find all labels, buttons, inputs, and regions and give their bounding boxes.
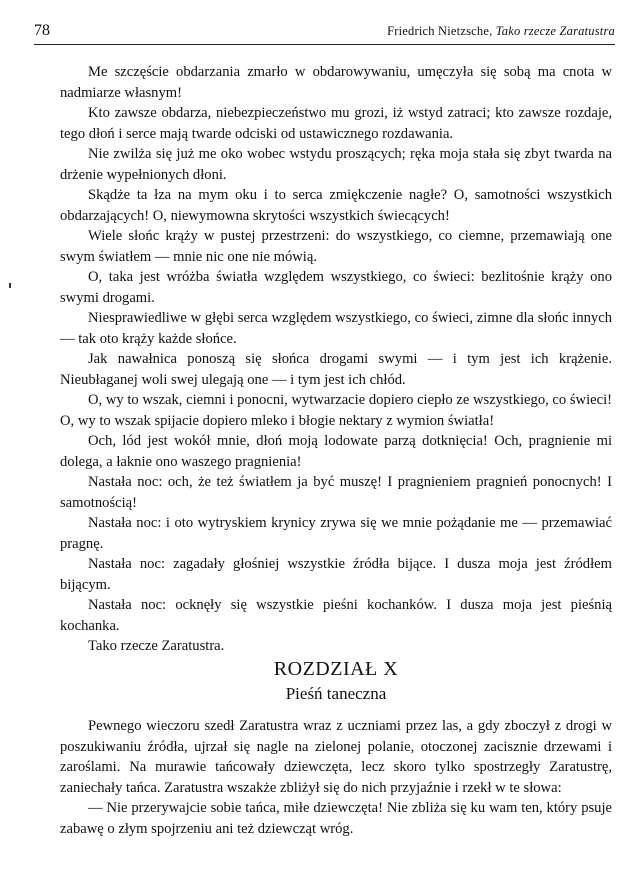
paragraph: O, taka jest wróżba światła względem wszystkiego, co świeci: bezlitośnie krąży ono swymi drogami. (60, 269, 612, 306)
header-rule (34, 44, 615, 45)
chapter-body-text (60, 716, 612, 839)
paragraph: Nie zwilża się już me oko wobec wstydu proszących; ręka moja stała się zbyt twarda na drżenie wypełnionych dłoni. (60, 146, 612, 183)
chapter-heading (60, 656, 612, 706)
page-header (34, 22, 615, 44)
closing-line: Tako rzecze Zaratustra. (88, 638, 225, 654)
paragraph: Pewnego wieczoru szedł Zaratustra wraz z uczniami przez las, a gdy zboczył z drogi w poszukiwaniu źródła, ujrzał się nagle na zielonej polanie, otoczonej zacisznie drzewami i zaroślami. Na murawie tańcowały dziewczęta, lecz skoro tylko spostrzegły Zaratustrę, zaniechały tańca. Zaratustra wszakże zbliżył się do nich przyjaźnie i rzekł w te słowa: (60, 718, 612, 796)
book-title: Tako rzecze Zaratustra (495, 24, 615, 38)
chapter-number: ROZDZIAŁ X (273, 658, 399, 680)
paragraph: Nastała noc: ocknęły się wszystkie pieśni kochanków. I dusza moja jest pieśnią kochanka. (60, 597, 612, 634)
paragraph: Nastała noc: i oto wytryskiem krynicy zrywa się we mnie pożądanie me — przemawiać pragnę. (60, 515, 612, 552)
running-head (387, 24, 615, 39)
paragraph: Jak nawałnica ponoszą się słońca drogami swymi — i tym jest ich krążenie. Nieubłaganej woli swej ulegają one — i tym jest ich chłód. (60, 351, 612, 388)
paragraph: Nastała noc: zagadały głośniej wszystkie źródła bijące. I dusza moja jest źródłem bijącym. (60, 556, 612, 593)
margin-mark (9, 283, 11, 288)
paragraph: Kto zawsze obdarza, niebezpieczeństwo mu grozi, iż wstyd zatraci; kto zawsze rozdaje, tego dłoń i serce mają twarde odciski od ustawicznego rozdawania. (60, 105, 612, 142)
chapter-title: Pieśń taneczna (285, 684, 387, 703)
paragraph: Skądże ta łza na mym oku i to serca zmiękczenie nagłe? O, samotności wszystkich obdarzających! O, niewymowna skrytości wszystkich świecących! (60, 187, 612, 224)
body-text (60, 62, 612, 657)
paragraph: Me szczęście obdarzania zmarło w obdarowywaniu, umęczyła się sobą ma cnota w nadmiarze własnym! (60, 64, 612, 101)
paragraph: Niesprawiedliwe w głębi serca względem wszystkiego, co świeci, zimne dla słońc innych — tak oto krąży każde słońce. (60, 310, 612, 347)
paragraph: O, wy to wszak, ciemni i ponocni, wytwarzacie dopiero ciepło ze wszystkiego, co świeci! O, wy to wszak spijacie dopiero mleko i błogie nektary z wymion światła! (60, 392, 612, 429)
paragraph: Wiele słońc krąży w pustej przestrzeni: do wszystkiego, co ciemne, przemawiają one swym światłem — mnie nic one nie mówią. (60, 228, 612, 265)
paragraph: Och, lód jest wokół mnie, dłoń moją lodowate parzą dotknięcia! Och, pragnienie mi dolega, a łaknie ono waszego pragnienia! (60, 433, 612, 470)
paragraph: — Nie przerywajcie sobie tańca, miłe dziewczęta! Nie zbliża się ku wam ten, który psuje zabawę o złym spojrzeniu ani też dziewcząt wróg. (60, 800, 612, 837)
page-number: 78 (34, 22, 50, 39)
author-name: Friedrich Nietzsche, (387, 24, 493, 38)
paragraph: Nastała noc: och, że też światłem ja być muszę! I pragnieniem pragnień ponocnych! I samotnością! (60, 474, 612, 511)
